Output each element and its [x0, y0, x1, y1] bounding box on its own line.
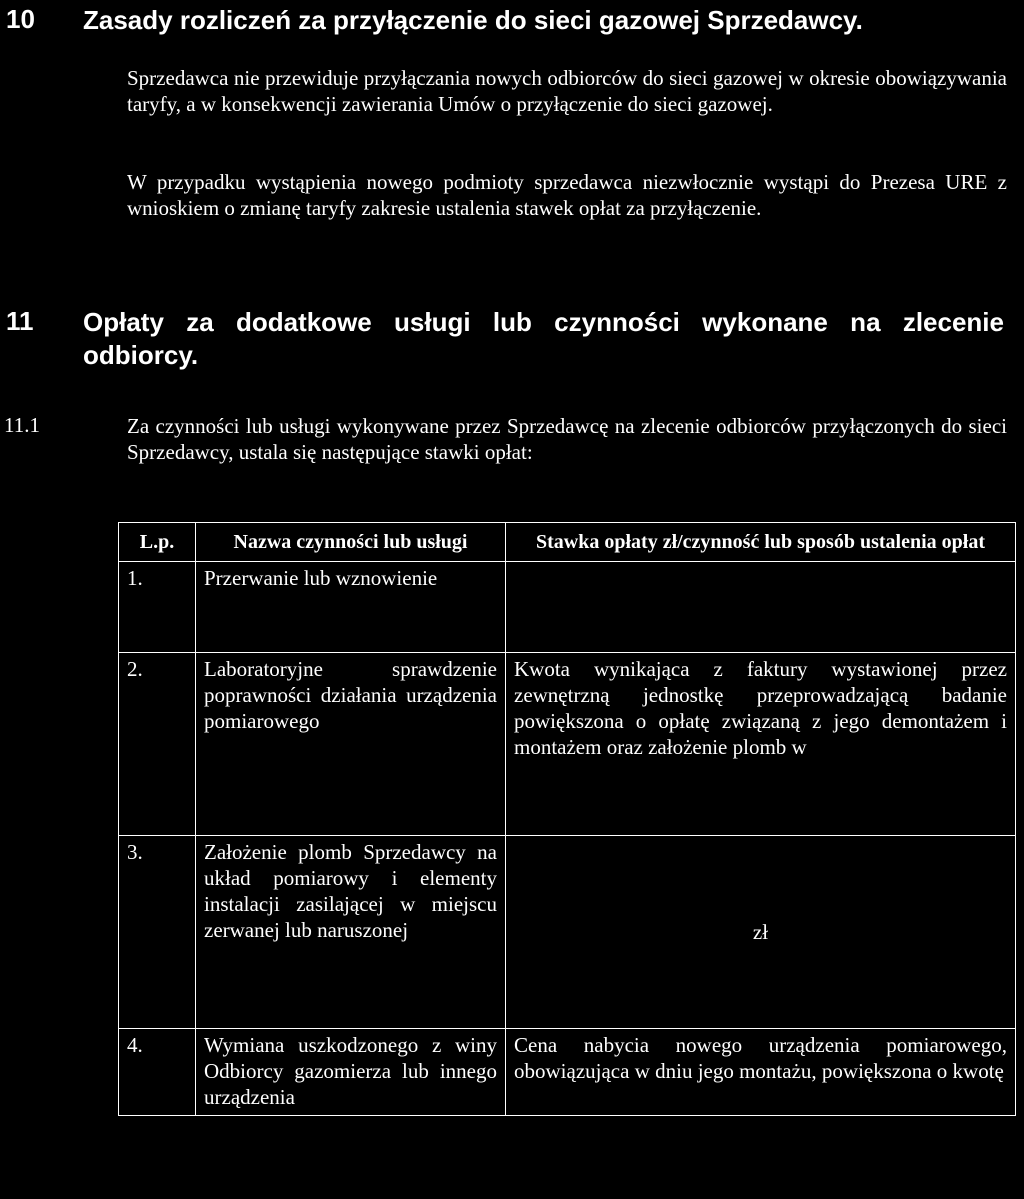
row-lp: 1. [119, 562, 196, 653]
header-lp: L.p. [119, 523, 196, 562]
section-11-title: Opłaty za dodatkowe usługi lub czynności wykonane na zlecenie odbiorcy. [83, 307, 1004, 370]
table-row [119, 653, 1016, 836]
row-name: Wymiana uszkodzonego z winy Odbiorcy gazomierza lub innego urządzenia [196, 1029, 506, 1116]
subsection-11-1-text: Za czynności lub usługi wykonywane przez Sprzedawcę na zlecenie odbiorców przyłączonych do sieci Sprzedawcy, ustala się następujące stawki opłat: [127, 414, 1007, 464]
row-rate: Kwota wynikająca z faktury wystawionej przez zewnętrzną jednostkę przeprowadzającą badanie powiększona o opłatę związaną z jego demontażem i montażem oraz założenie plomb w [506, 653, 1016, 836]
row-name: Przerwanie lub wznowienie [196, 562, 506, 653]
section-10-title: Zasady rozliczeń za przyłączenie do sieci gazowej Sprzedawcy. [83, 5, 863, 35]
row-name: Założenie plomb Sprzedawcy na układ pomiarowy i elementy instalacji zasilającej w miejscu zerwanej lub naruszonej [196, 836, 506, 1029]
header-rate: Stawka opłaty zł/czynność lub sposób ustalenia opłat [506, 523, 1016, 562]
fees-table [118, 522, 1016, 1116]
row-rate: zł [506, 836, 1016, 1029]
subsection-11-1-number: 11.1 [4, 413, 40, 437]
row-lp: 3. [119, 836, 196, 1029]
section-10-paragraph-1: Sprzedawca nie przewiduje przyłączania nowych odbiorców do sieci gazowej w okresie obowiązywania taryfy, a w konsekwencji zawierania Umów o przyłączenie do sieci gazowej. [127, 66, 1007, 116]
table-row [119, 1029, 1016, 1116]
table-header-row [119, 523, 1016, 562]
row-rate: Cena nabycia nowego urządzenia pomiarowego, obowiązująca w dniu jego montażu, powiększona o kwotę [506, 1029, 1016, 1116]
row-name: Laboratoryjne sprawdzenie poprawności działania urządzenia pomiarowego [196, 653, 506, 836]
section-10-number: 10 [6, 4, 35, 34]
section-11-number: 11 [6, 306, 34, 336]
row-lp: 2. [119, 653, 196, 836]
table-row [119, 562, 1016, 653]
table-row [119, 836, 1016, 1029]
section-10-paragraph-2: W przypadku wystąpienia nowego podmioty sprzedawca niezwłocznie wystąpi do Prezesa URE z wnioskiem o zmianę taryfy zakresie ustalenia stawek opłat za przyłączenie. [127, 170, 1007, 220]
row-rate [506, 562, 1016, 653]
header-name: Nazwa czynności lub usługi [196, 523, 506, 562]
row-lp: 4. [119, 1029, 196, 1116]
